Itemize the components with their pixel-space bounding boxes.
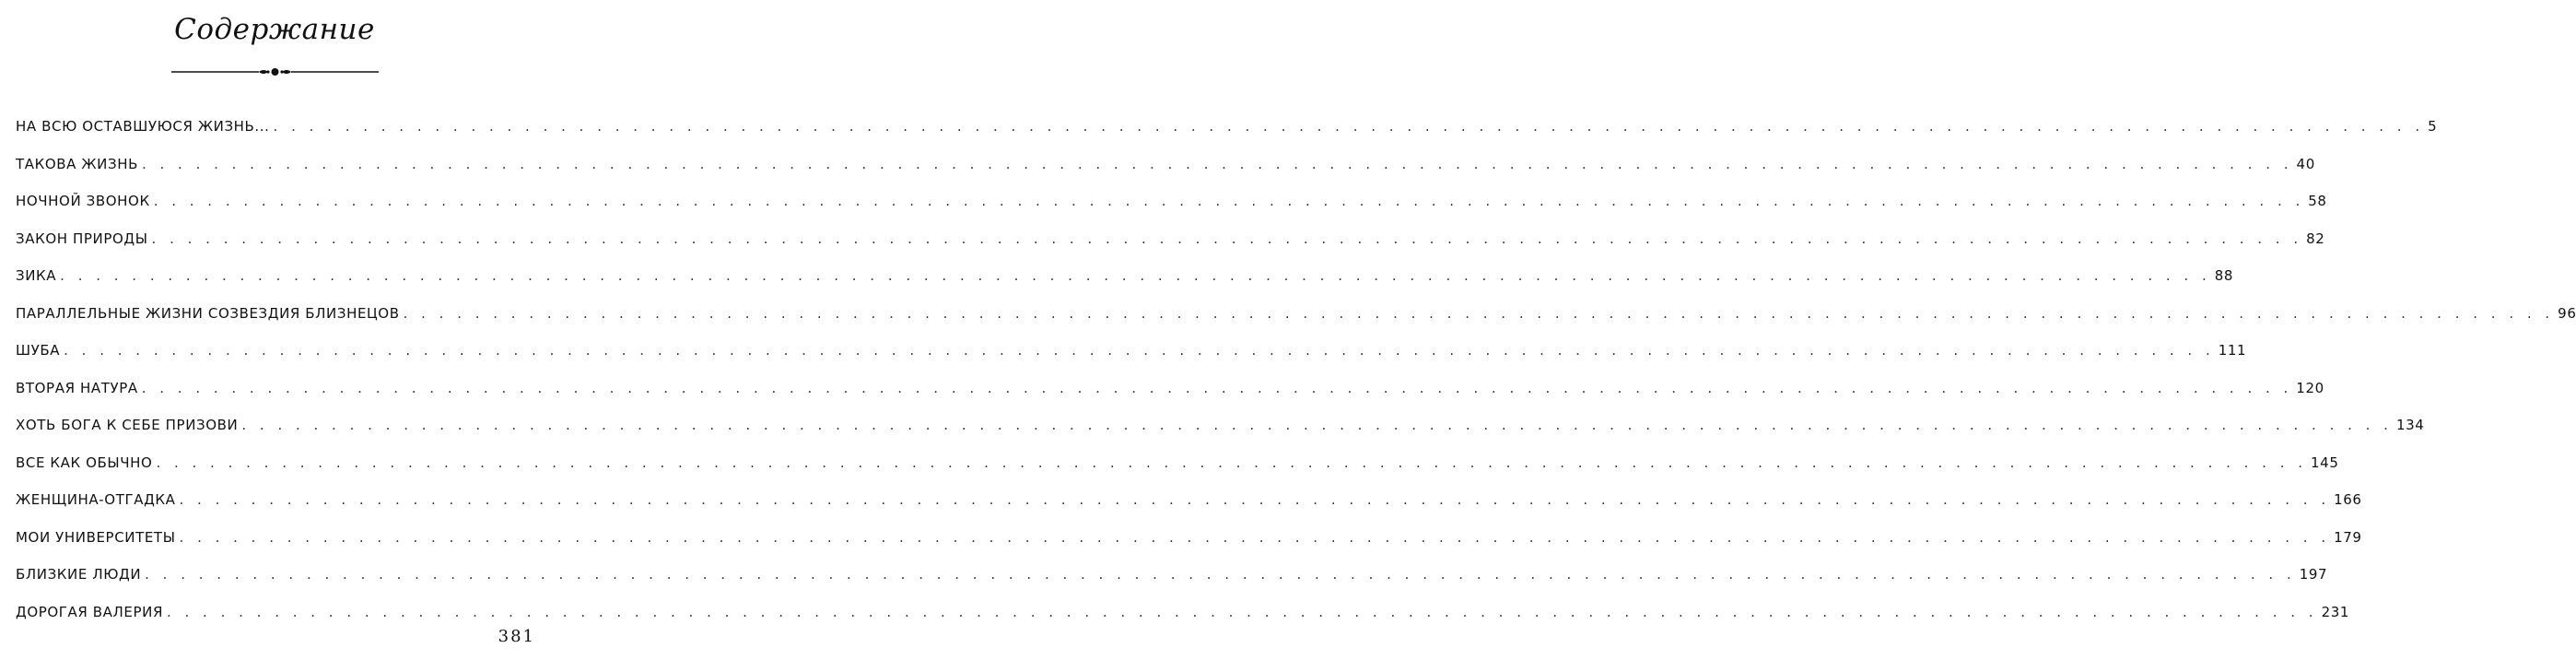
toc-dot-leader: . . . . . . . . . . . . . . . . . . . . . . . . . . . . . . . . . . . . . . . . . . . . . . . . . . . . . . . . . . . . . . . . . . . . . . . . . . . . . . . . . . . . . . . . . . . . . . . . . . . . . . . . . . . . . . . . . . . . . . . . (145, 566, 2296, 583)
toc-entry-page: 40 (2296, 155, 2315, 172)
toc-entry-page: 58 (2308, 193, 2327, 209)
toc-dot-leader: . . . . . . . . . . . . . . . . . . . . . . . . . . . . . . . . . . . . . . . . . . . . . . . . . . . . . . . . . . . . . . . . . . . . . . . . . . . . . . . . . . . . . . . . . . . . . . . . . . . . . . . . . . . . . . . . . . . . . . . . (179, 491, 2331, 508)
toc-entry-page: 88 (2214, 267, 2234, 284)
toc-entry-page: 111 (2218, 342, 2247, 359)
toc-entry-page: 96 (2558, 304, 2576, 322)
toc-entry-title: ТАКОВА ЖИЗНЬ (16, 155, 138, 172)
toc-entry (16, 155, 2315, 194)
toc-dot-leader: . . . . . . . . . . . . . . . . . . . . . . . . . . . . . . . . . . . . . . . . . . . . . . . . . . . . . . . . . . . . . . . . . . . . . . . . . . . . . . . . . . . . . . . . . . . . . . . . . . . . . . . . . . . . . . . . . . . . . . . . (151, 230, 2303, 247)
toc-entry-page: 134 (2395, 417, 2425, 433)
toc-entry-page: 82 (2306, 230, 2325, 247)
toc-entry (16, 603, 2349, 642)
toc-entry-title: ЖЕНЩИНА-ОТГАДКА (16, 491, 176, 508)
toc-entry (16, 528, 2362, 567)
toc-entry-title: ЗАКОН ПРИРОДЫ (16, 230, 148, 247)
toc-entry-page: 197 (2299, 566, 2328, 583)
toc-dot-leader: . . . . . . . . . . . . . . . . . . . . . . . . . . . . . . . . . . . . . . . . . . . . . . . . . . . . . . . . . . . . . . . . . . . . . . . . . . . . . . . . . . . . . . . . . . . . . . . . . . . . . . . . . . . . . . . . . . . . . . . . (141, 155, 2293, 172)
toc-dot-leader: . . . . . . . . . . . . . . . . . . . . . . . . . . . . . . . . . . . . . . . . . . . . . . . . . . . . . . . . . . . . . . . . . . . . . . . . . . . . . . . . . . . . . . . . . . . . . . . . . . . . . . . . . . . . . . . . . . . . . . . . (241, 417, 2393, 433)
toc-dot-leader: . . . . . . . . . . . . . . . . . . . . . . . . . . . . . . . . . . . . . . . . . . . . . . . . . . . . . . . . . . . . . . . . . . . . . . . . . . . . . . . . . . . . . . . . . . . . . . . . . . . . . . . . . . . . . . . . . . . . . . . . (156, 454, 2308, 471)
toc-dot-leader: . . . . . . . . . . . . . . . . . . . . . . . . . . . . . . . . . . . . . . . . . . . . . . . . . . . . . . . . . . . . . . . . . . . . . . . . . . . . . . . . . . . . . . . . . . . . . . . . . . . . . . . . . . . . . . . . . . . . . . . . (403, 304, 2555, 322)
toc-dot-leader: . . . . . . . . . . . . . . . . . . . . . . . . . . . . . . . . . . . . . . . . . . . . . . . . . . . . . . . . . . . . . . . . . . . . . . . . . . . . . . . . . . . . . . . . . . . . . . . . . . . . . . . . . . . . . . . . . . . . . . . . (60, 267, 2211, 284)
divider-ornament-icon (171, 65, 379, 79)
toc-entry-title: НОЧНОЙ ЗВОНОК (16, 193, 150, 209)
toc-entry-title: ВСЕ КАК ОБЫЧНО (16, 454, 153, 471)
toc-entry-page: 5 (2428, 118, 2438, 135)
toc-entry-page: 166 (2334, 491, 2362, 508)
toc-entry-title: БЛИЗКИЕ ЛЮДИ (16, 566, 142, 583)
page-title: Содержание (174, 13, 375, 46)
toc-entry-title: ПАРАЛЛЕЛЬНЫЕ ЖИЗНИ СОЗВЕЗДИЯ БЛИЗНЕЦОВ (16, 304, 400, 322)
toc-entry (16, 230, 2325, 268)
toc-dot-leader: . . . . . . . . . . . . . . . . . . . . . . . . . . . . . . . . . . . . . . . . . . . . . . . . . . . . . . . . . . . . . . . . . . . . . . . . . . . . . . . . . . . . . . . . . . . . . . . . . . . . . . . . . . . . . . . . . . . . . . . . (166, 603, 2318, 620)
toc-entry-title: ШУБА (16, 342, 61, 359)
toc-entry (16, 118, 2438, 156)
toc-entry (16, 342, 2247, 380)
toc-entry-page: 145 (2311, 454, 2339, 471)
toc-entry (16, 267, 2234, 305)
toc-entry-title: ЗИКА (16, 267, 57, 284)
toc-dot-leader: . . . . . . . . . . . . . . . . . . . . . . . . . . . . . . . . . . . . . . . . . . . . . . . . . . . . . . . . . . . . . . . . . . . . . . . . . . . . . . . . . . . . . . . . . . . . . . . . . . . . . . . . . . . . . . . . . . . . . . . . (273, 118, 2425, 135)
toc-entry-title: ДОРОГАЯ ВАЛЕРИЯ (16, 603, 163, 620)
toc-dot-leader: . . . . . . . . . . . . . . . . . . . . . . . . . . . . . . . . . . . . . . . . . . . . . . . . . . . . . . . . . . . . . . . . . . . . . . . . . . . . . . . . . . . . . . . . . . . . . . . . . . . . . . . . . . . . . . . . . . . . . . . . (153, 193, 2305, 209)
toc-entry-page: 231 (2321, 603, 2349, 620)
toc-dot-leader: . . . . . . . . . . . . . . . . . . . . . . . . . . . . . . . . . . . . . . . . . . . . . . . . . . . . . . . . . . . . . . . . . . . . . . . . . . . . . . . . . . . . . . . . . . . . . . . . . . . . . . . . . . . . . . . . . . . . . . . . (179, 528, 2331, 546)
page-number: 381 (498, 627, 535, 646)
toc-entry-title: МОИ УНИВЕРСИТЕТЫ (16, 528, 176, 546)
toc-dot-leader: . . . . . . . . . . . . . . . . . . . . . . . . . . . . . . . . . . . . . . . . . . . . . . . . . . . . . . . . . . . . . . . . . . . . . . . . . . . . . . . . . . . . . . . . . . . . . . . . . . . . . . . . . . . . . . . . . . . . . . . . (141, 379, 2293, 396)
toc-entry (16, 304, 2576, 343)
toc-entry (16, 193, 2327, 230)
toc-entry (16, 454, 2339, 492)
toc-entry-page: 179 (2334, 528, 2362, 546)
toc-entry-page: 120 (2296, 379, 2324, 396)
toc-entry (16, 491, 2362, 529)
toc-entry (16, 417, 2425, 454)
toc-entry-title: ХОТЬ БОГА К СЕБЕ ПРИЗОВИ (16, 417, 239, 433)
toc-entry (16, 379, 2324, 418)
toc-entry-title: ВТОРАЯ НАТУРА (16, 379, 138, 396)
toc-entry (16, 566, 2328, 604)
toc-dot-leader: . . . . . . . . . . . . . . . . . . . . . . . . . . . . . . . . . . . . . . . . . . . . . . . . . . . . . . . . . . . . . . . . . . . . . . . . . . . . . . . . . . . . . . . . . . . . . . . . . . . . . . . . . . . . . . . . . . . . . . . . (64, 342, 2215, 359)
toc-entry-title: НА ВСЮ ОСТАВШУЮСЯ ЖИЗНЬ... (16, 118, 270, 135)
table-of-contents (16, 118, 2576, 641)
